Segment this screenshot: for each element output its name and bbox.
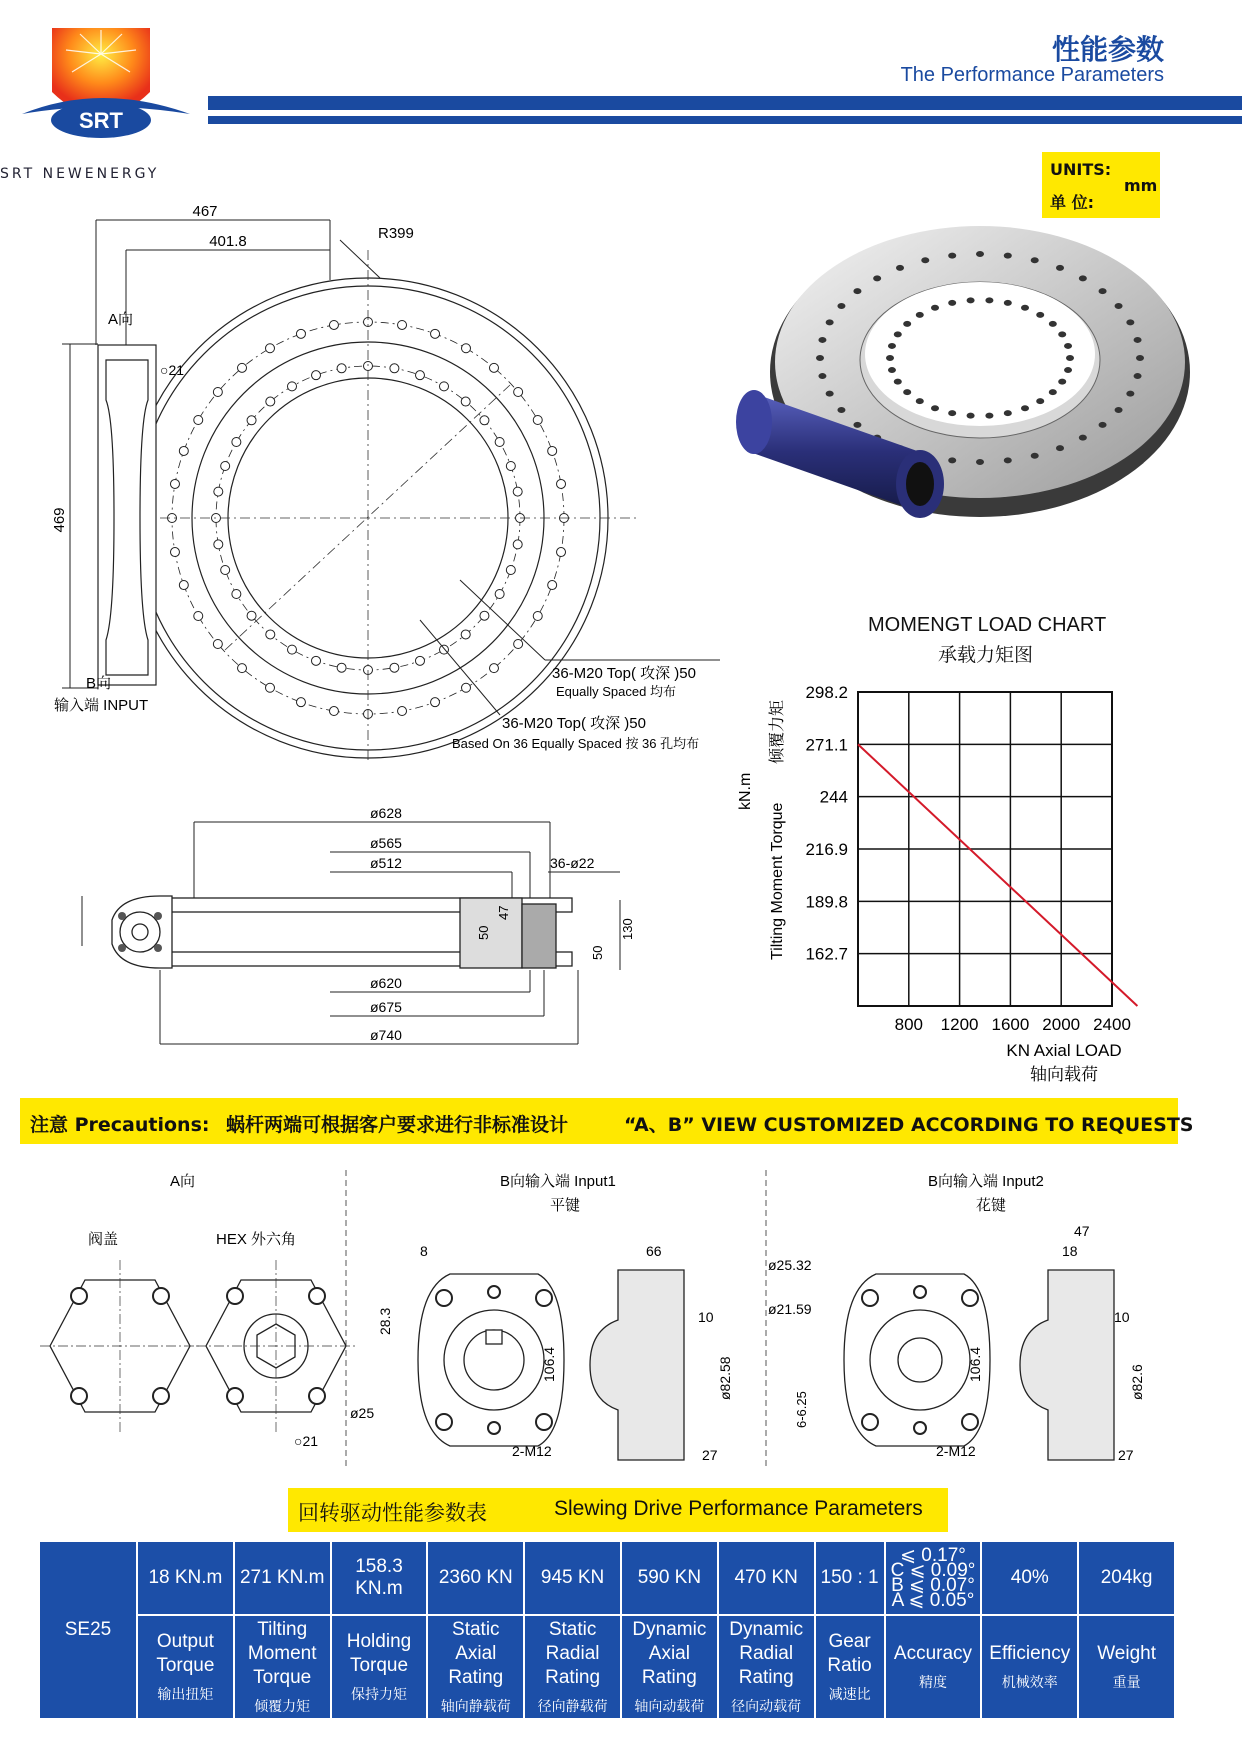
bolt-hole: [266, 397, 275, 406]
bolt-hole: [288, 382, 297, 391]
company-name: SRT NEWENERGY: [0, 166, 160, 182]
dim-o620: ø620: [370, 975, 402, 991]
photo-hole: [985, 413, 993, 419]
perf-title-cn: 回转驱动性能参数表: [298, 1501, 487, 1525]
photo-hole: [1021, 405, 1029, 411]
bolt-hole: [266, 344, 275, 353]
photo-hole: [818, 337, 826, 343]
bolt-hole: [514, 639, 523, 648]
photo-hole: [1004, 253, 1012, 259]
view-b2-d625: 6-6.25: [794, 1391, 809, 1428]
bolt-hole: [495, 438, 504, 447]
photo-hole: [1021, 305, 1029, 311]
view-b2-d47: 47: [1074, 1223, 1090, 1239]
dim-47: 47: [496, 905, 511, 920]
bolt-hole: [557, 479, 566, 488]
chart-x-tick: 2400: [1093, 1015, 1131, 1034]
view-b1-d66: 66: [646, 1243, 662, 1259]
product-photo: [740, 222, 1180, 552]
photo-hole: [1115, 303, 1123, 309]
photo-hole: [1056, 445, 1064, 451]
bolt-hole: [480, 611, 489, 620]
photo-hole: [1066, 355, 1074, 361]
bolt-hole: [247, 416, 256, 425]
spec-label: Gear Ratio 减速比: [815, 1615, 885, 1719]
view-b1-d28: 28.3: [377, 1307, 393, 1335]
dim-50-left: 50: [476, 925, 491, 940]
photo-hole: [886, 355, 894, 361]
photo-hole: [837, 303, 845, 309]
bolt-note-1: 36-M20 Top( 攻深 )50: [552, 665, 696, 682]
photo-hole: [903, 321, 911, 327]
load-curve: [858, 744, 1137, 1006]
chart-xlabel: KN Axial LOAD: [1006, 1041, 1122, 1060]
photo-hole: [967, 297, 975, 303]
bolt-hole: [489, 664, 498, 673]
spec-label: Holding Torque 保持力矩: [331, 1615, 428, 1719]
view-a-cover: 阀盖: [88, 1231, 119, 1248]
spec-value: 204kg: [1078, 1541, 1175, 1615]
bolt-hole: [296, 329, 305, 338]
photo-hole: [894, 331, 902, 337]
bolt-hole: [390, 364, 399, 373]
chart-title-cn: 承载力矩图: [938, 644, 1034, 666]
chart-ylabel-cn: 倾覆力矩: [769, 699, 786, 764]
bolt-hole: [337, 364, 346, 373]
bolt-hole: [214, 540, 223, 549]
photo-hole: [1056, 265, 1064, 271]
view-b1-sub: 平键: [550, 1197, 581, 1214]
bolt-hole: [533, 416, 542, 425]
photo-hole: [1064, 367, 1072, 373]
bolt-hole: [232, 438, 241, 447]
spec-values-row: [39, 1541, 1175, 1615]
dim-r399: R399: [378, 225, 414, 242]
bolt-hole: [170, 548, 179, 557]
spec-value: 470 KN: [718, 1541, 815, 1615]
photo-hole: [967, 413, 975, 419]
dim-467: 467: [192, 203, 218, 220]
spec-label: Static Radial Rating 径向静载荷: [524, 1615, 621, 1719]
photo-hole: [948, 410, 956, 416]
spec-table: [38, 1540, 1176, 1720]
units-label-cn: 单 位:: [1050, 193, 1094, 212]
bolt-hole: [214, 487, 223, 496]
accuracy-line: B ⩽ 0.07°: [891, 1575, 975, 1596]
view-b2-title: B向输入端 Input2: [928, 1173, 1044, 1190]
photo-hole: [1099, 288, 1107, 294]
bolt-hole: [232, 590, 241, 599]
bolt-hole: [266, 683, 275, 692]
chart-y-tick: 162.7: [805, 944, 848, 964]
photo-hole: [1004, 457, 1012, 463]
photo-hole: [1036, 398, 1044, 404]
bolt-hole: [462, 683, 471, 692]
accuracy-line: C ⩽ 0.09°: [890, 1560, 976, 1581]
bolt-hole: [247, 611, 256, 620]
spec-labels-row: [39, 1615, 1175, 1719]
photo-hole: [921, 257, 929, 263]
view-b2-sub: 花键: [976, 1197, 1007, 1214]
view-b2-d826: ø82.6: [1129, 1364, 1145, 1400]
view-b1-d27: 27: [702, 1447, 718, 1463]
view-a-o21: ○21: [294, 1433, 319, 1449]
bolt-hole: [480, 416, 489, 425]
spec-label: Dynamic Axial Rating 轴向动载荷: [621, 1615, 718, 1719]
dim-50-right: 50: [590, 945, 605, 960]
chart-xlabel-cn: 轴向载荷: [1030, 1065, 1098, 1084]
photo-hole: [1058, 379, 1066, 385]
logo-text: SRT: [79, 108, 123, 133]
input-label: 输入端 INPUT: [54, 697, 149, 714]
photo-hole: [873, 275, 881, 281]
photo-hole: [1079, 275, 1087, 281]
chart-ylabel: Tilting Moment Torque: [769, 802, 786, 960]
bolt-hole: [194, 416, 203, 425]
photo-hole: [985, 297, 993, 303]
view-b1-d25: ø25: [350, 1405, 375, 1421]
dim-o21: ○21: [160, 362, 185, 378]
dim-o740: ø740: [370, 1027, 402, 1043]
bolt-hole: [415, 371, 424, 380]
view-a-title: A向: [170, 1173, 196, 1190]
bolt-hole: [489, 363, 498, 372]
bolt-hole: [390, 663, 399, 672]
section-drawing: [60, 800, 660, 1070]
accuracy-line: ⩽ 0.17°: [900, 1545, 966, 1566]
dim-o512: ø512: [370, 855, 402, 871]
view-b1-d82: ø82.58: [717, 1356, 733, 1400]
view-b2-d27: 27: [1118, 1447, 1134, 1463]
bolt-hole: [462, 344, 471, 353]
bolt-hole: [312, 371, 321, 380]
photo-hole: [888, 367, 896, 373]
bolt-hole: [533, 612, 542, 621]
photo-hole: [916, 398, 924, 404]
photo-hole: [853, 288, 861, 294]
bolt-hole: [461, 630, 470, 639]
bolt-hole: [513, 540, 522, 549]
view-b1-title: B向输入端 Input1: [500, 1173, 616, 1190]
bolt-hole: [288, 645, 297, 654]
photo-hole: [1134, 337, 1142, 343]
bolt-hole: [337, 663, 346, 672]
spec-label: Accuracy 精度: [885, 1615, 982, 1719]
perf-title-en: Slewing Drive Performance Parameters: [554, 1497, 923, 1520]
header-bar-top: [208, 96, 1242, 110]
bolt-hole: [431, 329, 440, 338]
spec-value: 150 : 1: [815, 1541, 885, 1615]
dim-o628: ø628: [370, 805, 402, 821]
spec-value: 2360 KN: [427, 1541, 524, 1615]
photo-hole: [1079, 435, 1087, 441]
view-a-hex: HEX 外六角: [216, 1231, 297, 1248]
units-value: mm: [1124, 176, 1158, 195]
chart-x-tick: 1600: [991, 1015, 1030, 1034]
precautions-banner: [20, 1098, 1194, 1144]
photo-hole: [1049, 389, 1057, 395]
photo-hole: [1126, 391, 1134, 397]
precautions-en: “A、B” VIEW CUSTOMIZED ACCORDING TO REQUESTS: [624, 1114, 1194, 1136]
bolt-hole: [213, 639, 222, 648]
spec-value: 271 KN.m: [234, 1541, 331, 1615]
dim-130: 130: [620, 918, 635, 940]
photo-hole: [1126, 319, 1134, 325]
photo-hole: [1136, 355, 1144, 361]
photo-hole: [1134, 373, 1142, 379]
units-box: [1042, 152, 1160, 218]
header-bar-bottom: [208, 116, 1242, 124]
photo-hole: [896, 265, 904, 271]
bolt-hole: [398, 320, 407, 329]
bolt-hole: [266, 630, 275, 639]
spec-value: 945 KN: [524, 1541, 621, 1615]
photo-hole: [894, 379, 902, 385]
photo-hole: [837, 407, 845, 413]
dim-401-8: 401.8: [209, 233, 247, 250]
photo-hole: [931, 305, 939, 311]
bolt-hole: [213, 388, 222, 397]
photo-hole: [1064, 343, 1072, 349]
bolt-hole: [506, 565, 515, 574]
view-b2-m12: 2-M12: [936, 1443, 976, 1459]
chart-yunit: kN.m: [737, 772, 754, 810]
photo-hole: [976, 459, 984, 465]
photo-hole: [1115, 407, 1123, 413]
photo-hole: [816, 355, 824, 361]
bolt-hole: [179, 446, 188, 455]
bolt-hole: [170, 479, 179, 488]
photo-hole: [948, 300, 956, 306]
photo-hole: [1004, 410, 1012, 416]
b-direction-label: B向: [86, 675, 112, 692]
precautions-cn: 蜗杆两端可根据客户要求进行非标准设计: [226, 1114, 569, 1136]
bolt-hole: [440, 382, 449, 391]
photo-hole: [931, 405, 939, 411]
photo-hole: [853, 422, 861, 428]
spec-label: Dynamic Radial Rating 径向动载荷: [718, 1615, 815, 1719]
bolt-note-2: 36-M20 Top( 攻深 )50: [502, 715, 646, 732]
photo-hole: [826, 319, 834, 325]
spec-label: Static Axial Rating 轴向静载荷: [427, 1615, 524, 1719]
bolt-note-2b: Based On 36 Equally Spaced 按 36 孔均布: [452, 736, 700, 751]
bolt-hole: [194, 612, 203, 621]
bolt-hole: [398, 707, 407, 716]
logo-mark: [20, 22, 220, 172]
bolt-hole: [238, 363, 247, 372]
bolt-hole: [238, 664, 247, 673]
view-b2-d18: 18: [1062, 1243, 1078, 1259]
photo-hole: [1058, 331, 1066, 337]
view-b1-d8: 8: [420, 1243, 428, 1259]
spec-label: Efficiency 机械效率: [981, 1615, 1078, 1719]
bolt-hole: [415, 656, 424, 665]
bolt-hole: [431, 698, 440, 707]
photo-hole: [948, 457, 956, 463]
view-b1-d106: 106.4: [541, 1346, 557, 1382]
bolt-hole: [312, 656, 321, 665]
chart-x-tick: 1200: [940, 1015, 979, 1034]
view-b2-d10: 10: [1114, 1309, 1130, 1325]
photo-hole: [916, 312, 924, 318]
spec-value: 40%: [981, 1541, 1078, 1615]
photo-hole: [903, 389, 911, 395]
photo-hole: [1099, 422, 1107, 428]
bolt-note-1b: Equally Spaced 均布: [556, 684, 676, 699]
a-direction-label: A向: [108, 311, 134, 328]
view-b2-d106: 106.4: [967, 1346, 983, 1382]
bolt-hole: [506, 462, 515, 471]
dim-36-o22: 36-ø22: [550, 855, 595, 871]
view-b2-d2532: ø25.32: [768, 1257, 812, 1273]
photo-hole: [1036, 312, 1044, 318]
load-chart: [720, 660, 1180, 1100]
view-b1-d10: 10: [698, 1309, 714, 1325]
dim-o675: ø675: [370, 999, 402, 1015]
units-label-en: UNITS:: [1050, 160, 1112, 179]
chart-y-tick: 271.1: [805, 735, 848, 755]
spec-value: 158.3 KN.m: [331, 1541, 428, 1615]
spec-label: Weight 重量: [1078, 1615, 1175, 1719]
photo-hole: [948, 253, 956, 259]
chart-y-tick: 189.8: [805, 892, 848, 912]
precautions-label: 注意 Precautions:: [30, 1114, 210, 1136]
chart-y-tick: 298.2: [805, 683, 848, 702]
photo-hole: [1031, 257, 1039, 263]
spec-label: Tilting Moment Torque 倾覆力矩: [234, 1615, 331, 1719]
view-b1-m12: 2-M12: [512, 1443, 552, 1459]
accuracy-value: [885, 1541, 982, 1615]
photo-hole: [976, 251, 984, 257]
bolt-hole: [221, 565, 230, 574]
bolt-hole: [296, 698, 305, 707]
photo-hole: [1031, 453, 1039, 459]
bolt-hole: [329, 707, 338, 716]
bolt-hole: [548, 446, 557, 455]
bolt-hole: [179, 581, 188, 590]
performance-table-title: [288, 1488, 948, 1532]
dim-469: 469: [51, 507, 68, 533]
bolt-hole: [548, 581, 557, 590]
chart-x-tick: 2000: [1042, 1015, 1081, 1034]
chart-x-tick: 800: [894, 1015, 923, 1034]
top-view-drawing: [40, 203, 760, 760]
spec-value: 18 KN.m: [137, 1541, 234, 1615]
photo-hole: [818, 373, 826, 379]
page-title-cn: 性能参数: [1051, 33, 1164, 66]
photo-hole: [888, 343, 896, 349]
spec-value: 590 KN: [621, 1541, 718, 1615]
page-title-en: The Performance Parameters: [900, 64, 1164, 86]
photo-hole: [1004, 300, 1012, 306]
bolt-hole: [557, 548, 566, 557]
bolt-hole: [329, 320, 338, 329]
bolt-hole: [461, 397, 470, 406]
chart-y-tick: 216.9: [805, 840, 848, 859]
bolt-hole: [514, 388, 523, 397]
end-views-drawing: [30, 1160, 1210, 1480]
photo-hole: [826, 391, 834, 397]
spec-label: Output Torque 输出扭矩: [137, 1615, 234, 1719]
chart-title: MOMENGT LOAD CHART: [868, 614, 1107, 636]
view-b2-d2159: ø21.59: [768, 1301, 812, 1317]
dim-o565: ø565: [370, 835, 402, 851]
chart-y-tick: 244: [819, 787, 848, 807]
model-cell: SE25: [39, 1541, 137, 1719]
bolt-hole: [495, 590, 504, 599]
photo-hole: [1049, 321, 1057, 327]
bolt-hole: [221, 462, 230, 471]
bolt-hole: [513, 487, 522, 496]
logo: [20, 22, 220, 172]
accuracy-line: A ⩽ 0.05°: [891, 1590, 975, 1611]
